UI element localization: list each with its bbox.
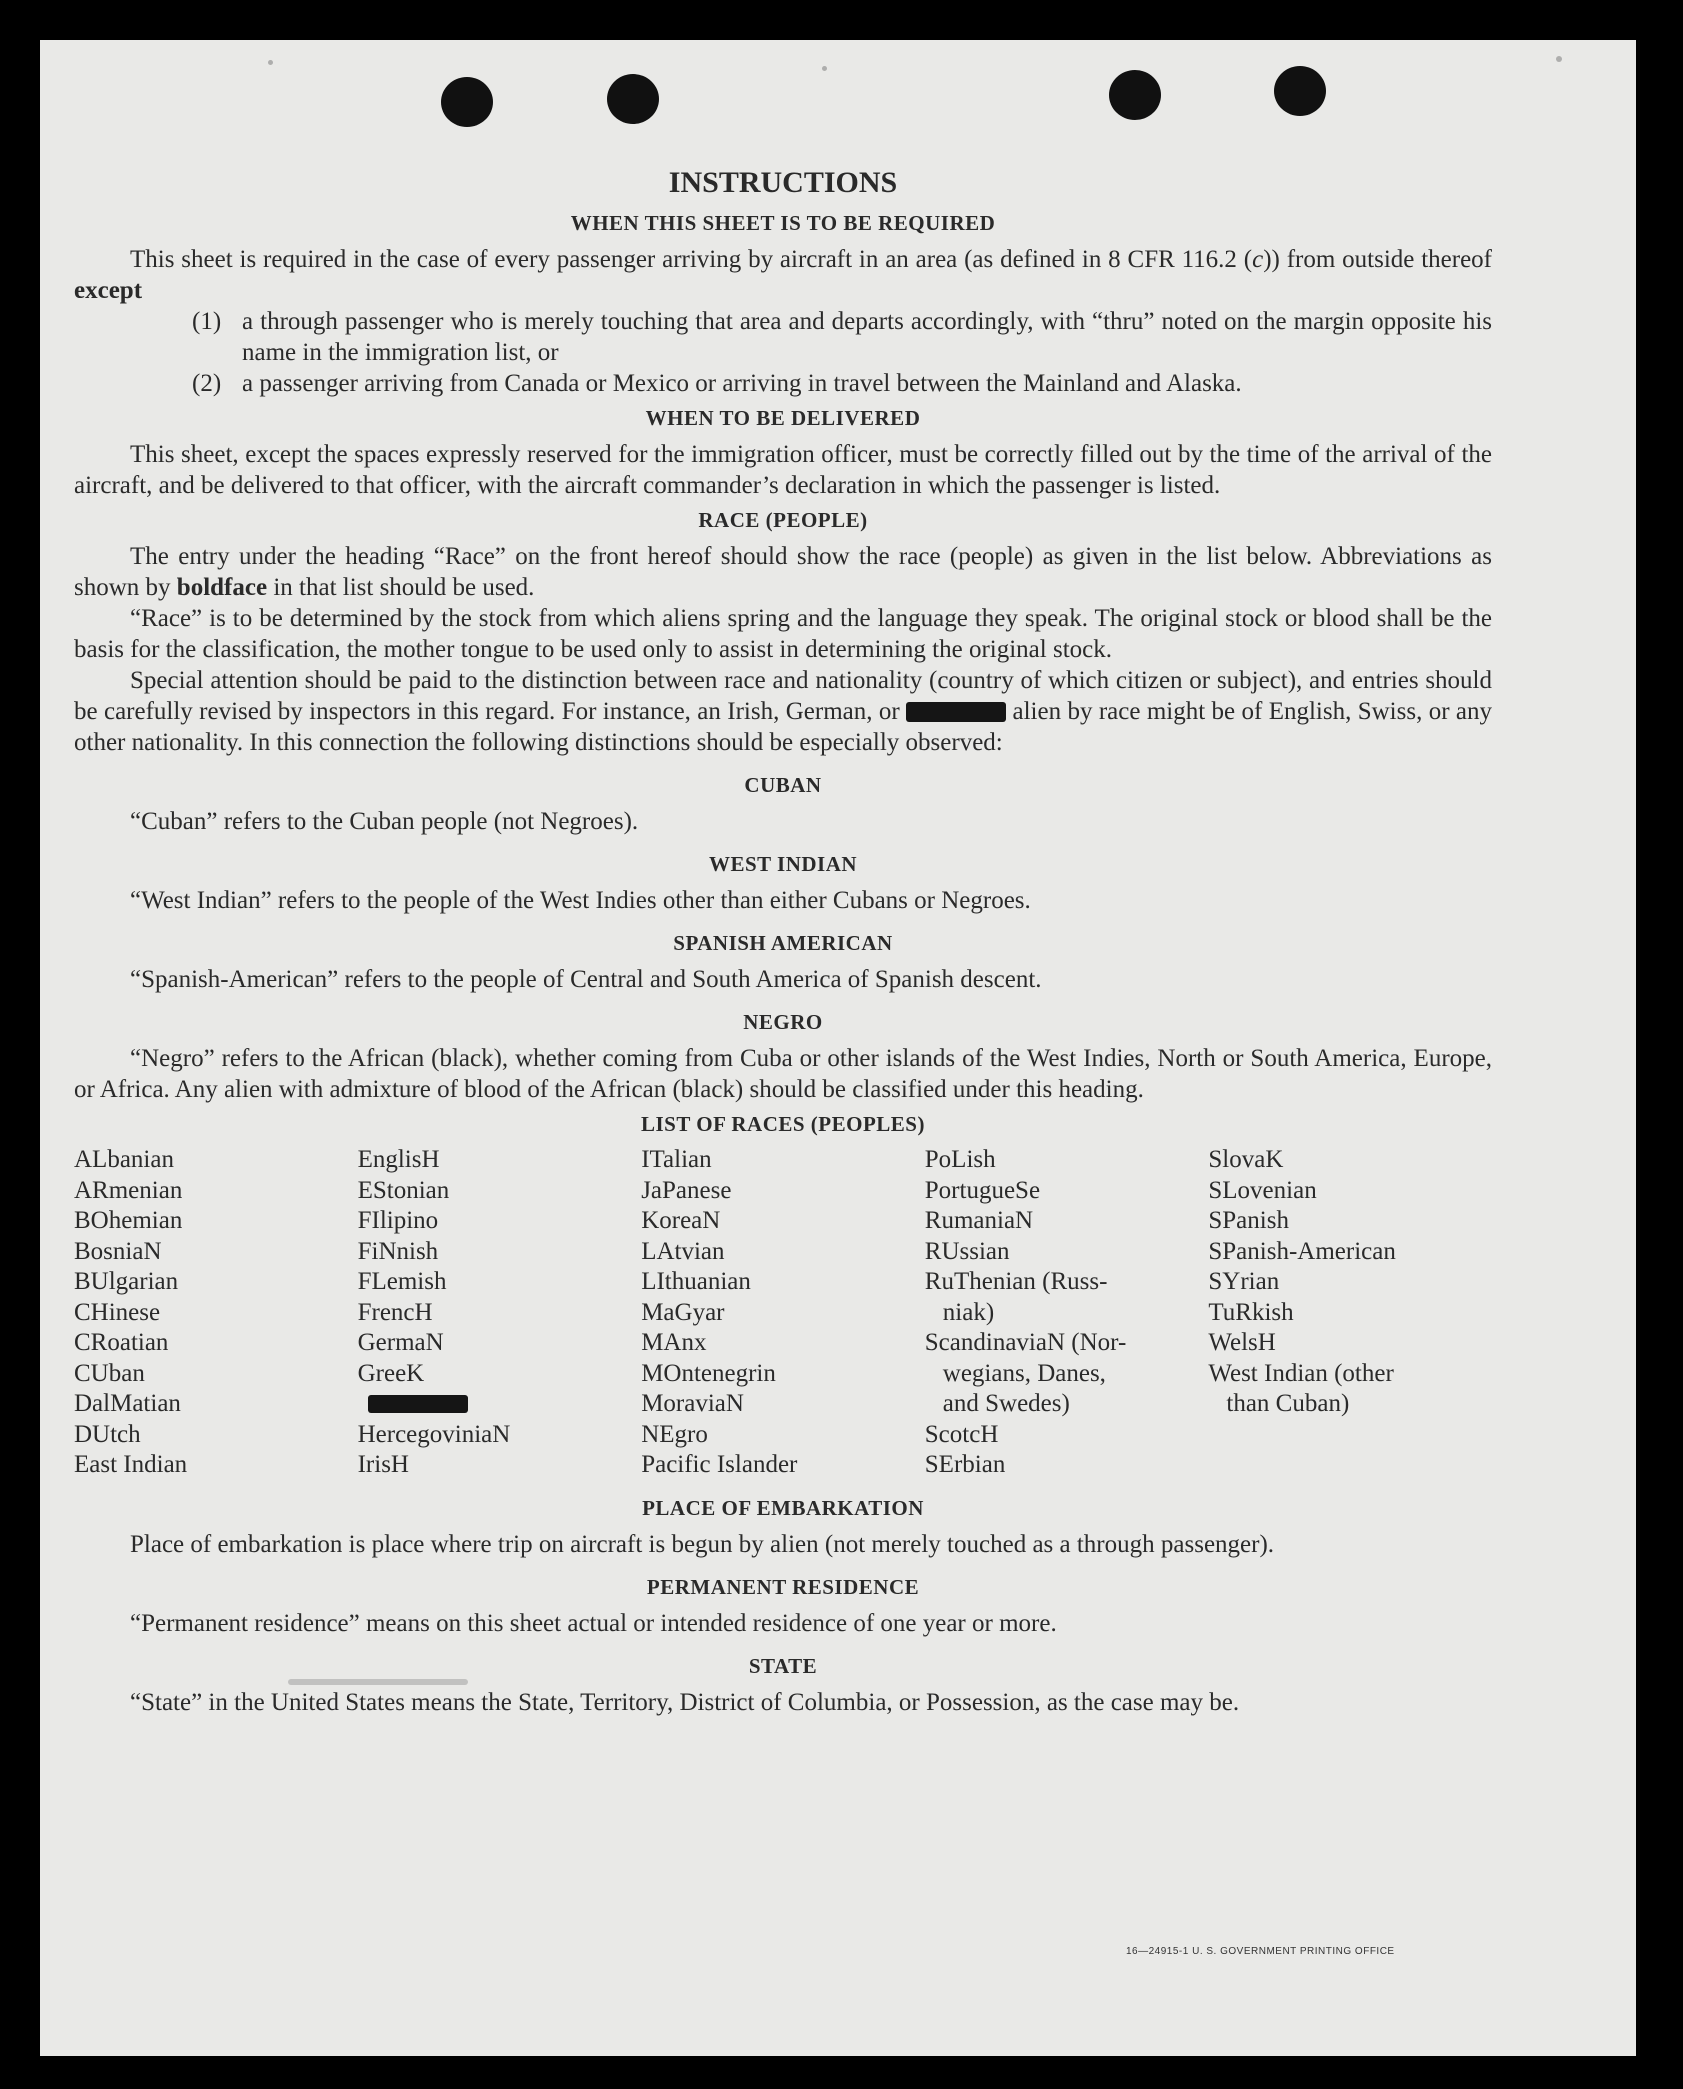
race-entry: FrencH [357, 1298, 433, 1326]
punch-hole [1274, 66, 1326, 116]
heading-when-delivered: WHEN TO BE DELIVERED [645, 406, 921, 430]
printing-office-code: 16—24915-1 U. S. GOVERNMENT PRINTING OFFICE [1126, 1946, 1395, 1957]
races-column [1208, 1145, 1492, 1481]
race-paragraph-1 [74, 541, 1492, 603]
race-entry: SLovenian [1208, 1176, 1317, 1204]
intro-text-b: )) from outside thereof [1263, 246, 1492, 273]
race-entry: JaPanese [641, 1176, 732, 1204]
heading-spanish-american: SPANISH AMERICAN [673, 931, 893, 955]
heading-list-of-races: LIST OF RACES (PEOPLES) [641, 1112, 925, 1136]
heading-permanent-residence: PERMANENT RESIDENCE [646, 1574, 920, 1599]
race-paragraph-2: “Race” is to be determined by the stock from which aliens spring and the language they speak. The original stock or blood shall be the basis for the classification, the mother tongue to be used only to assist in determining the original stock. [74, 605, 1492, 663]
item-text: a passenger arriving from Canada or Mexico or arriving in travel between the Mainland and Alaska. [242, 370, 1242, 397]
race-entry-continued: niak) [942, 1298, 995, 1326]
race-entry: ScandinaviaN (Nor- [924, 1329, 1127, 1356]
race-entry-continued: than Cuban) [1226, 1390, 1350, 1417]
race-entry: ALbanian [74, 1146, 174, 1173]
instruction-sheet [40, 40, 1636, 2056]
race-entry: FiNnish [357, 1237, 439, 1265]
when-required-intro [74, 244, 1492, 306]
race-entry: CRoatian [74, 1329, 169, 1356]
heading-west-indian: WEST INDIAN [708, 852, 858, 876]
punch-hole [607, 74, 659, 124]
race-entry: EStonian [357, 1176, 450, 1204]
negro-text: “Negro” refers to the African (black), whether coming from Cuba or other islands of the West Indies, North or South America, Europe, or Africa. Any alien with admixture of blood of the African (black) should be classified under this heading. [74, 1045, 1492, 1103]
item-number: (2) [192, 370, 222, 397]
race-p3-text-b: alien by race might be of English, Swiss, or any other nationality. In this connection the following distinctions should be especially observed: [74, 698, 1493, 756]
race-entry: Pacific Islander [641, 1451, 798, 1478]
heading-race: RACE (PEOPLE) [698, 508, 868, 532]
intro-italic: c [1252, 246, 1264, 273]
west-indian-text: “West Indian” refers to the people of the West Indies other than either Cubans or Negroes. [130, 887, 1031, 914]
punch-hole [1109, 70, 1161, 120]
heading-embarkation: PLACE OF EMBARKATION [642, 1495, 924, 1520]
instructions-body [74, 164, 1492, 1718]
intro-bold: except [74, 277, 143, 304]
race-entry: IrisH [357, 1451, 409, 1478]
race-entry: FLemish [357, 1268, 447, 1295]
race-entry: DalMatian [74, 1390, 181, 1417]
heading-negro: NEGRO [743, 1010, 823, 1034]
heading-when-required: WHEN THIS SHEET IS TO BE REQUIRED [570, 211, 996, 235]
redaction-mark [906, 702, 1006, 722]
races-column [74, 1145, 358, 1481]
page-title: INSTRUCTIONS [668, 166, 898, 199]
race-entry: PoLish [924, 1146, 996, 1173]
race-entry: CHinese [74, 1298, 161, 1326]
race-p3-text-a: Special attention should be paid to the distinction between race and nationality (country of which citizen or subject), and entries should be carefully revised by inspectors in this regard. For instance, an Irish, German, or [74, 667, 1492, 725]
race-entry: NEgro [641, 1420, 708, 1448]
redaction-mark [368, 1395, 468, 1413]
race-entry: MaGyar [641, 1298, 725, 1326]
embarkation-text: Place of embarkation is place where trip on aircraft is begun by alien (not merely touched as a through passenger). [130, 1530, 1275, 1558]
race-entry: DUtch [74, 1420, 141, 1448]
race-entry-continued: and Swedes) [942, 1390, 1070, 1417]
when-delivered-text: This sheet, except the spaces expressly reserved for the immigration officer, must be correctly filled out by the time of the arrival of the aircraft, and be delivered to that officer, with the aircraft commander’s declaration in which the passenger is listed. [74, 441, 1492, 499]
race-entry: RuThenian (Russ- [924, 1268, 1108, 1295]
race-entry: GermaN [357, 1329, 444, 1356]
race-entry: SErbian [924, 1451, 1006, 1478]
item-number: (1) [192, 308, 222, 335]
race-entry: MAnx [641, 1329, 707, 1356]
race-entry: MOntenegrin [641, 1359, 776, 1387]
races-list [74, 1145, 1492, 1481]
race-entry: KoreaN [641, 1207, 721, 1234]
race-entry: BosniaN [74, 1237, 162, 1265]
race-entry: PortugueSe [924, 1176, 1041, 1204]
race-entry: GreeK [357, 1359, 425, 1387]
exception-item [192, 306, 1492, 368]
races-column [641, 1145, 925, 1481]
race-entry: BUlgarian [74, 1268, 179, 1295]
race-entry: SlovaK [1208, 1146, 1284, 1173]
heading-state: STATE [748, 1653, 818, 1678]
race-entry: East Indian [74, 1451, 188, 1478]
race-p1-bold: boldface [176, 574, 268, 601]
race-entry: CUban [74, 1359, 145, 1387]
races-column [358, 1145, 642, 1481]
race-entry: RUssian [924, 1237, 1010, 1265]
cuban-text: “Cuban” refers to the Cuban people (not Negroes). [130, 808, 639, 835]
race-entry-continued: wegians, Danes, [942, 1359, 1106, 1387]
race-entry: SPanish [1208, 1207, 1289, 1234]
race-entry: LIthuanian [641, 1268, 751, 1295]
race-entry: BOhemian [74, 1207, 183, 1234]
spanish-american-text: “Spanish-American” refers to the people of Central and South America of Spanish descent. [130, 966, 1042, 993]
race-p1-text-b: in that list should be used. [267, 574, 535, 601]
race-entry: ARmenian [74, 1176, 183, 1204]
race-entry: WelsH [1208, 1329, 1276, 1356]
race-entry: West Indian (other [1208, 1359, 1394, 1387]
state-text: “State” in the United States means the State, Territory, District of Columbia, or Possession, as the case may be. [130, 1688, 1240, 1716]
race-entry: FIlipino [357, 1207, 439, 1234]
speck [822, 66, 827, 71]
punch-hole [441, 77, 493, 127]
race-entry: SYrian [1208, 1268, 1280, 1295]
races-column [925, 1145, 1209, 1481]
race-entry: HercegoviniaN [357, 1420, 511, 1448]
exception-item [192, 368, 1492, 399]
race-entry: TuRkish [1208, 1298, 1294, 1326]
intro-text-a: This sheet is required in the case of every passenger arriving by aircraft in an area (as defined in 8 CFR 116.2 ( [130, 246, 1253, 273]
item-text: a through passenger who is merely touching that area and departs accordingly, with “thru” noted on the margin opposite his name in the immigration list, or [242, 308, 1492, 366]
speck [268, 60, 273, 65]
race-entry: SPanish-American [1208, 1237, 1396, 1265]
race-paragraph-3 [74, 665, 1492, 758]
race-entry: ITalian [641, 1146, 712, 1173]
race-entry: LAtvian [641, 1237, 725, 1265]
race-p1-text-a: The entry under the heading “Race” on the front hereof should show the race (people) as given in the list below. Abbreviations as shown by [74, 543, 1492, 601]
speck [1556, 56, 1562, 62]
heading-cuban: CUBAN [744, 773, 822, 797]
race-entry-redacted [358, 1389, 642, 1420]
residence-text: “Permanent residence” means on this sheet actual or intended residence of one year or more. [130, 1609, 1057, 1637]
race-entry: MoraviaN [641, 1390, 744, 1417]
race-entry: EnglisH [357, 1146, 440, 1173]
race-entry: RumaniaN [924, 1207, 1034, 1234]
race-entry: ScotcH [924, 1420, 999, 1448]
